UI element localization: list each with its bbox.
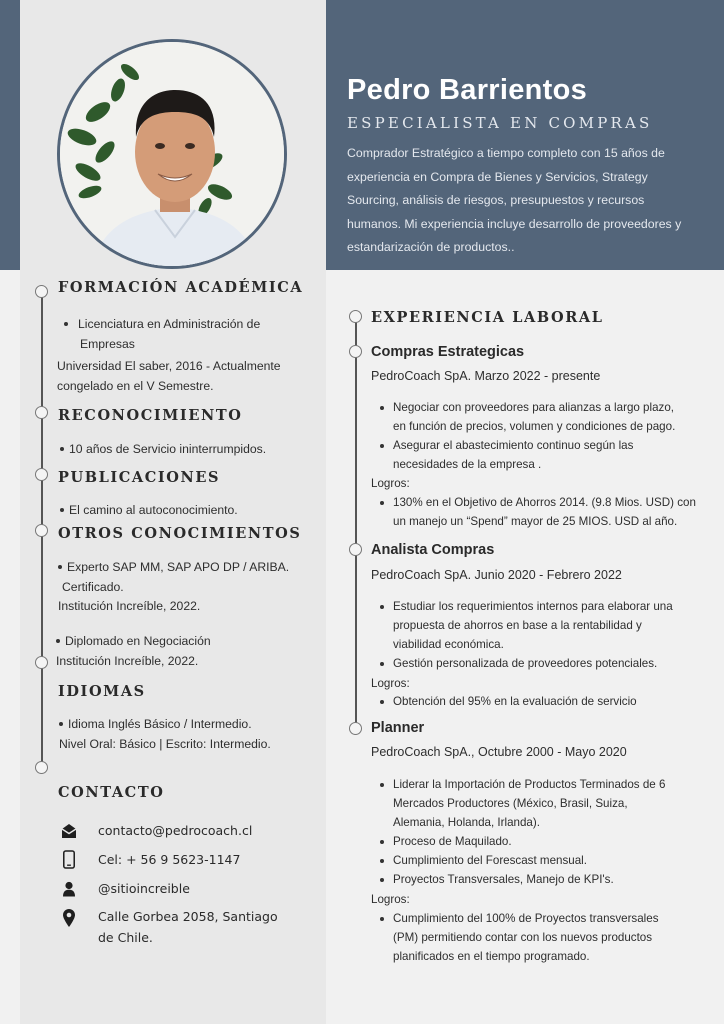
languages-heading: IDIOMAS (58, 683, 146, 700)
education-university: Universidad El saber, 2016 - Actualmente congelado en el V Semestre. (57, 359, 281, 393)
other-knowledge-heading: OTROS CONOCIMIENTOS (58, 525, 302, 542)
map-pin-icon (61, 908, 77, 928)
job-3-title: Planner (371, 720, 425, 736)
job-3-duties (371, 775, 711, 889)
timeline-dot (35, 406, 48, 419)
job-2-company: PedroCoach SpA. Junio 2020 - Febrero 2022 (371, 568, 622, 582)
person-name: Pedro Barrientos (347, 74, 588, 106)
education-heading: FORMACIÓN ACADÉMICA (58, 279, 304, 296)
job-3-logros-label: Logros: (371, 893, 410, 906)
job-3-company: PedroCoach SpA., Octubre 2000 - Mayo 2020 (371, 745, 627, 759)
list-item: Gestión personalizada de proveedores potenciales. (371, 654, 711, 673)
timeline-dot (35, 468, 48, 481)
list-item: Obtención del 95% en la evaluación de servicio (371, 692, 711, 711)
contact-email[interactable]: contacto@pedrocoach.cl (98, 823, 253, 838)
job-1-logros-label: Logros: (371, 477, 410, 490)
other-knowledge-item-2: Diplomado en Negociación Institución Increíble, 2022. (56, 634, 211, 668)
timeline-dot (349, 345, 362, 358)
contact-address: Calle Gorbea 2058, Santiago de Chile. (98, 909, 278, 945)
right-timeline-line (355, 317, 357, 731)
timeline-dot (349, 722, 362, 735)
publications-heading: PUBLICACIONES (58, 469, 221, 486)
publications-item: El camino al autoconocimiento. (60, 501, 238, 521)
job-2-title: Analista Compras (371, 542, 495, 558)
bullet-icon (64, 322, 68, 326)
other-knowledge-item-1: Experto SAP MM, SAP APO DP / ARIBA. Certificado. Institución Increíble, 2022. (58, 560, 290, 613)
timeline-dot (35, 524, 48, 537)
timeline-dot (35, 761, 48, 774)
list-item: 130% en el Objetivo de Ahorros 2014. (9.8 Mios. USD) con un manejo un “Spend” mayor de 25 MIOS. USD al año. (371, 493, 716, 531)
bullet-icon (58, 565, 62, 569)
job-1-company: PedroCoach SpA. Marzo 2022 - presente (371, 369, 601, 383)
job-2-logros-label: Logros: (371, 677, 410, 690)
contact-heading: CONTACTO (58, 784, 165, 801)
job-1-duties (371, 398, 711, 474)
timeline-dot (349, 543, 362, 556)
profile-photo-graphic (60, 42, 287, 269)
bullet-icon (56, 639, 60, 643)
person-icon (61, 881, 77, 897)
job-2-duties (371, 597, 711, 673)
experience-heading: EXPERIENCIA LABORAL (371, 309, 604, 326)
job-1-achievements (371, 493, 716, 531)
bullet-icon (59, 722, 63, 726)
list-item: Cumplimiento del Forescast mensual. (371, 851, 711, 870)
contact-social[interactable]: @sitioincreible (98, 881, 190, 896)
recognition-heading: RECONOCIMIENTO (58, 407, 243, 424)
timeline-dot (349, 310, 362, 323)
profile-photo (57, 39, 287, 269)
languages-item: Idioma Inglés Básico / Intermedio. Nivel Oral: Básico | Escrito: Intermedio. (59, 717, 271, 751)
job-1-title: Compras Estrategicas (371, 344, 525, 360)
left-accent-band (0, 0, 20, 270)
recognition-item: 10 años de Servicio ininterrumpidos. (60, 440, 266, 460)
bullet-icon (60, 508, 64, 512)
list-item: Cumplimiento del 100% de Proyectos transversales (PM) permitiendo contar con los nuevos productos planificados en el tiempo programado. (371, 909, 711, 966)
list-item: Negociar con proveedores para alianzas a largo plazo, en función de precios, volumen y condiciones de pago. (371, 398, 711, 436)
bullet-icon (60, 447, 64, 451)
education-degree: Licenciatura en Administración de Empresas (64, 315, 260, 354)
timeline-dot (35, 285, 48, 298)
phone-icon (61, 850, 77, 869)
job-3-achievements (371, 909, 711, 966)
list-item: Estudiar los requerimientos internos para elaborar una propuesta de ahorros en base a la rentabilidad y viabilidad económica. (371, 597, 711, 654)
job-2-achievements (371, 692, 711, 711)
list-item: Liderar la Importación de Productos Terminados de 6 Mercados Productores (México, Brasil, Suiza, Alemania, Holanda, Irlanda). (371, 775, 711, 832)
list-item: Proceso de Maquilado. (371, 832, 711, 851)
contact-phone[interactable]: Cel: + 56 9 5623-1147 (98, 852, 241, 867)
list-item: Asegurar el abastecimiento continuo según las necesidades de la empresa . (371, 436, 711, 474)
timeline-dot (35, 656, 48, 669)
list-item: Proyectos Transversales, Manejo de KPI's. (371, 870, 711, 889)
envelope-icon (61, 823, 77, 839)
profile-summary: Comprador Estratégico a tiempo completo con 15 años de experiencia en Compra de Bienes y Servicios, Strategy Sourcing, análisis de riesgos, presupuestos y recursos humanos. Mi experiencia incluye desarrollo de proveedores y estandarización de productos.. (347, 146, 682, 254)
job-title-headline: ESPECIALISTA EN COMPRAS (347, 114, 653, 132)
